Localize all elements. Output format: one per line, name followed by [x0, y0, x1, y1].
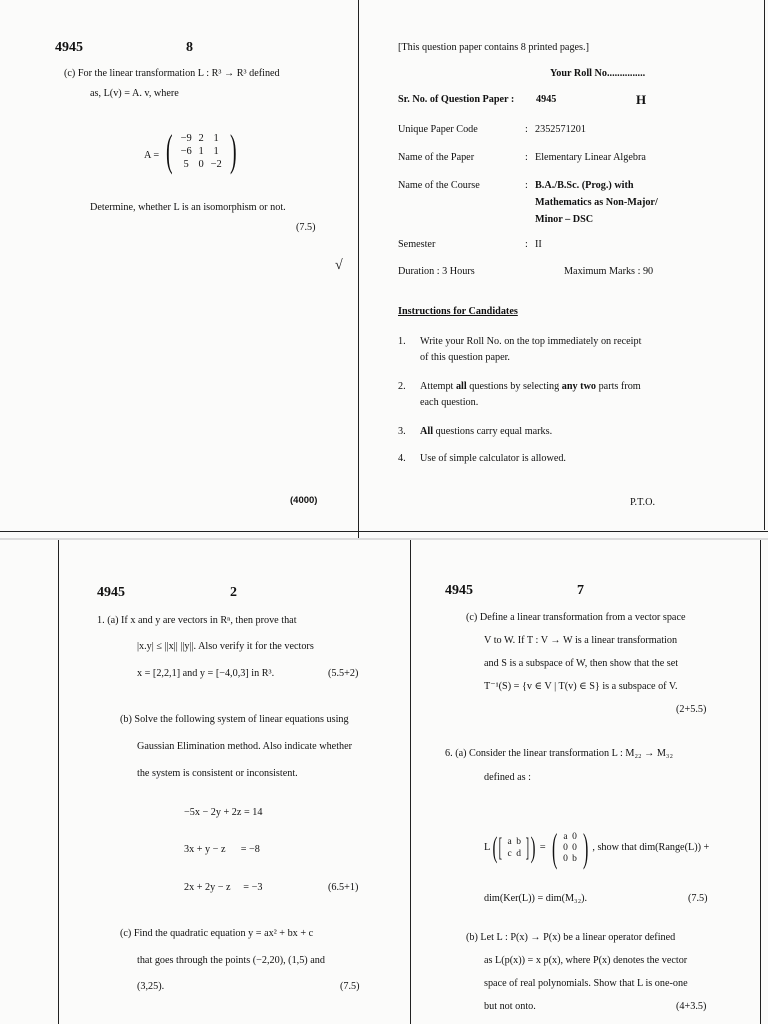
page-number: 7 — [577, 583, 584, 598]
equation: −5x − 2y + 2z = 14 — [184, 807, 263, 818]
instruction-number: 1. — [398, 336, 406, 347]
set-letter: H — [636, 92, 647, 107]
serial-value: 4945 — [536, 94, 557, 105]
handwritten-check: √ — [335, 258, 343, 273]
field-value: Minor – DSC — [535, 214, 594, 225]
page-edge-right — [760, 540, 761, 1024]
matrix-cell: 0 — [572, 842, 577, 853]
equals-sign: = — [539, 842, 546, 853]
question-text: 1. (a) If x and y are vectors in Rⁿ, then prove that — [97, 615, 297, 626]
instruction-text: Write your Roll No. on the top immediately on receipt — [420, 336, 642, 347]
paper-code: 4945 — [97, 585, 125, 600]
output-matrix — [561, 832, 579, 864]
page-number: 2 — [230, 585, 237, 600]
matrix-label: A = — [144, 150, 160, 161]
field-label: Semester — [398, 239, 436, 250]
matrix-cell: d — [516, 848, 521, 859]
instruction-text: each question. — [420, 397, 479, 408]
matrix-cell: 0 — [572, 831, 577, 842]
matrix-a — [162, 126, 240, 175]
marks: (6.5+1) — [328, 882, 359, 893]
instruction-number: 4. — [398, 453, 406, 464]
matrix-cell: −2 — [210, 158, 222, 170]
question-text: dim(Ker(L)) = dim(M₃₂). — [484, 893, 588, 904]
pages-note: [This question paper contains 8 printed pages.] — [398, 42, 589, 53]
text-run-bold: all — [455, 381, 467, 392]
field-label: Name of the Paper — [398, 152, 475, 163]
question-text: x = [2,2,1] and y = [−4,0,3] in R³. — [137, 668, 275, 679]
field-value: B.A./B.Sc. (Prog.) with — [535, 180, 634, 191]
text-run: questions by selecting — [466, 381, 562, 392]
instruction-number: 3. — [398, 426, 406, 437]
print-count: (4000) — [290, 495, 318, 506]
question-text: (b) Let L : P(x) → P(x) be a linear operator defined — [466, 932, 676, 943]
right-paren: ) — [229, 126, 237, 175]
instruction-text — [420, 381, 641, 392]
question-text: Determine, whether L is an isomorphism or not. — [90, 202, 286, 213]
question-text: (c) For the linear transformation L : R³ → R³ defined — [64, 68, 280, 79]
text-run: parts from — [596, 381, 641, 392]
matrix-cell: −9 — [180, 132, 192, 144]
marks: (5.5+2) — [328, 668, 359, 679]
marks: (4+3.5) — [676, 1001, 707, 1012]
map-lhs: L — [484, 842, 491, 853]
text-run-bold: any two — [561, 381, 597, 392]
question-text: 6. (a) Consider the linear transformation L : M₂₂ → M₃₂ — [445, 748, 673, 759]
fold-line — [410, 540, 411, 1024]
map-tail: , show that dim(Range(L)) + — [592, 842, 710, 853]
input-matrix — [505, 837, 523, 859]
matrix-cell: a — [563, 831, 568, 842]
question-text: (c) Define a linear transformation from a vector space — [466, 612, 686, 623]
matrix-cell: 1 — [213, 132, 219, 144]
field-value: 2352571201 — [535, 124, 586, 135]
page-edge-left — [58, 540, 59, 1024]
inner-bracket: [ — [499, 832, 503, 862]
matrix-cell: 1 — [198, 145, 204, 157]
field-colon: : — [525, 180, 528, 191]
question-text: as L(p(x)) = x p(x), where P(x) denotes the vector — [484, 955, 688, 966]
matrix-cell: −6 — [180, 145, 192, 157]
field-colon: : — [525, 152, 528, 163]
question-text: but not onto. — [484, 1001, 536, 1012]
question-text: Gaussian Elimination method. Also indicate whether — [137, 741, 353, 752]
marks: (7.5) — [340, 981, 360, 992]
fold-line — [358, 0, 359, 538]
please-turn-over: P.T.O. — [630, 497, 655, 508]
outer-paren: ) — [530, 830, 536, 864]
question-text: space of real polynomials. Show that L is one-one — [484, 978, 688, 989]
paper-code: 4945 — [55, 40, 83, 55]
text-run: Attempt — [420, 381, 456, 392]
instruction-text: of this question paper. — [420, 352, 510, 363]
matrix-cell: 2 — [198, 132, 204, 144]
page-edge-right — [764, 0, 765, 530]
field-value: Mathematics as Non-Major/ — [535, 197, 658, 208]
left-paren: ( — [166, 126, 173, 175]
instructions-title: Instructions for Candidates — [398, 306, 518, 317]
question-text: (3,25). — [137, 981, 165, 992]
instruction-text — [420, 426, 552, 437]
instruction-number: 2. — [398, 381, 406, 392]
question-text: |x.y| ≤ ||x|| ||y||. Also verify it for the vectors — [137, 641, 314, 652]
matrix-cell: 1 — [213, 145, 219, 157]
instruction-text: Use of simple calculator is allowed. — [420, 453, 566, 464]
matrix-cell: a — [507, 836, 512, 847]
field-label: Name of the Course — [398, 180, 480, 191]
field-value: Elementary Linear Algebra — [535, 152, 646, 163]
duration: Duration : 3 Hours — [398, 266, 475, 277]
field-value: II — [535, 239, 542, 250]
question-text: (b) Solve the following system of linear equations using — [120, 714, 349, 725]
equation: 3x + y − z = −8 — [184, 844, 260, 855]
question-text: V to W. If T : V → W is a linear transformation — [484, 635, 678, 646]
field-colon: : — [525, 124, 528, 135]
outer-paren: ( — [492, 830, 498, 864]
question-text: that goes through the points (−2,20), (1,5) and — [137, 955, 325, 966]
matrix-cell: 0 — [563, 853, 568, 864]
matrix-cell: 0 — [563, 842, 568, 853]
equation: 2x + 2y − z = −3 — [184, 882, 263, 893]
serial-label: Sr. No. of Question Paper : — [398, 94, 515, 105]
question-text: defined as : — [484, 772, 531, 783]
matrix-cell: b — [516, 836, 521, 847]
question-text: T⁻¹(S) = {v ∈ V | T(v) ∈ S} is a subspace of V. — [484, 681, 678, 692]
matrix-cell: 0 — [198, 158, 204, 170]
matrix-entries — [177, 133, 226, 170]
out-paren: ( — [551, 825, 558, 870]
field-colon: : — [525, 239, 528, 250]
bottom-scan-sheet — [0, 540, 768, 1024]
field-label: Unique Paper Code — [398, 124, 478, 135]
marks: (7.5) — [296, 222, 316, 233]
paper-code: 4945 — [445, 583, 473, 598]
text-run: questions carry equal marks. — [433, 426, 553, 437]
text-run-bold: All — [420, 426, 434, 437]
matrix-cell: 5 — [183, 158, 189, 170]
page-edge-bottom — [0, 531, 768, 532]
question-text: and S is a subspace of W, then show that the set — [484, 658, 679, 669]
matrix-cell: b — [572, 853, 577, 864]
page-number: 8 — [186, 40, 193, 55]
marks: (7.5) — [688, 893, 708, 904]
max-marks: Maximum Marks : 90 — [564, 266, 654, 277]
roll-number-field: Your Roll No............... — [550, 68, 646, 79]
out-paren: ) — [583, 825, 589, 870]
inner-bracket: ] — [525, 832, 530, 862]
question-text: as, L(v) = A. v, where — [90, 88, 179, 99]
question-text: (c) Find the quadratic equation y = ax² + bx + c — [120, 928, 314, 939]
mapping-expression — [484, 824, 709, 871]
question-text: the system is consistent or inconsistent. — [137, 768, 298, 779]
matrix-cell: c — [507, 848, 512, 859]
marks: (2+5.5) — [676, 704, 707, 715]
